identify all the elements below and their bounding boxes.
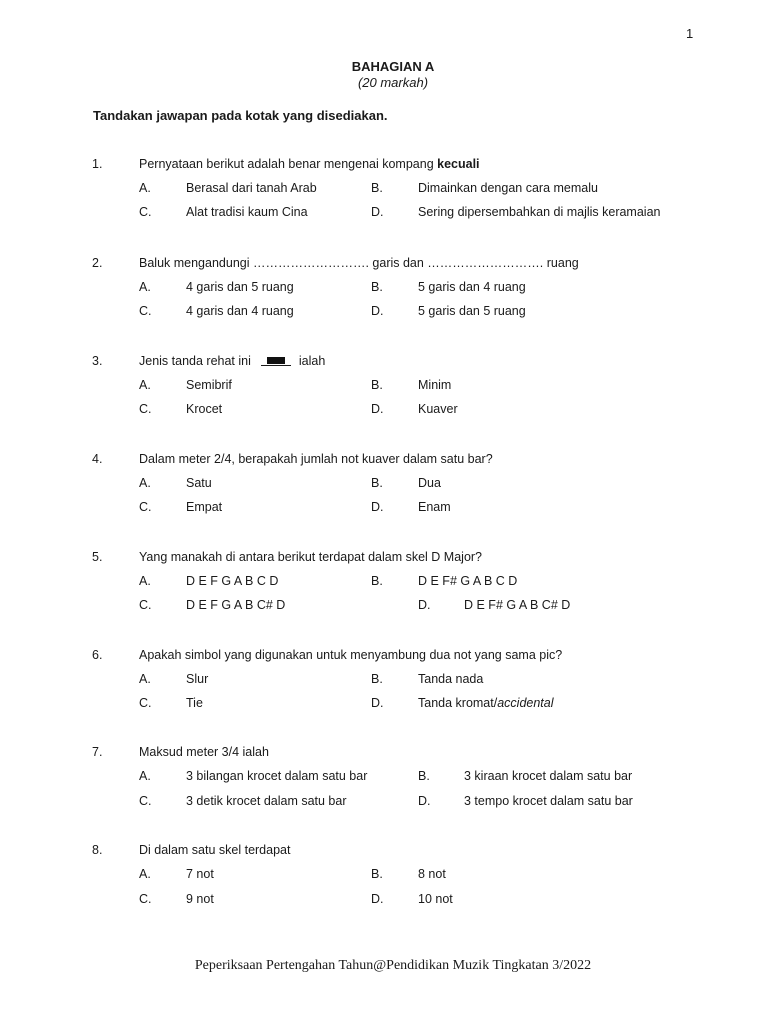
- question-stem: [139, 354, 325, 368]
- option-a-text: 7 not: [186, 867, 214, 881]
- question-stem: Maksud meter 3/4 ialah: [139, 745, 269, 759]
- question-3: [0, 354, 768, 424]
- option-b-text: 5 garis dan 4 ruang: [418, 280, 526, 294]
- marks-label: (20 markah): [357, 75, 429, 90]
- question-stem: [139, 157, 480, 171]
- option-c-letter: C.: [139, 205, 152, 219]
- option-d-text: 5 garis dan 5 ruang: [418, 304, 526, 318]
- option-a-letter: A.: [139, 574, 151, 588]
- question-stem: Baluk mengandungi ………………………. garis dan ………………………. ruang: [139, 256, 579, 270]
- option-c-letter: C.: [139, 304, 152, 318]
- option-a-letter: A.: [139, 280, 151, 294]
- option-c-letter: C.: [139, 892, 152, 906]
- option-d-letter: D.: [371, 402, 384, 416]
- option-d-text: D E F# G A B C# D: [464, 598, 571, 612]
- option-b-letter: B.: [371, 181, 383, 195]
- option-d-text-main: Tanda kromat/: [418, 696, 498, 710]
- option-b-letter: B.: [371, 672, 383, 686]
- option-a-text: Semibrif: [186, 378, 232, 392]
- question-number: 6.: [92, 648, 103, 662]
- option-b-text: Dua: [418, 476, 441, 490]
- option-c-text: D E F G A B C# D: [186, 598, 286, 612]
- option-d-text: 3 tempo krocet dalam satu bar: [464, 794, 633, 808]
- option-b-letter: B.: [371, 280, 383, 294]
- option-d-text: Sering dipersembahkan di majlis keramaian: [418, 205, 661, 219]
- question-number: 2.: [92, 256, 103, 270]
- option-b-text: Minim: [418, 378, 452, 392]
- stem-text-after: ialah: [298, 354, 326, 368]
- option-c-text: Alat tradisi kaum Cina: [186, 205, 308, 219]
- option-d-letter: D.: [418, 598, 431, 612]
- stem-emphasis: kecuali: [437, 157, 480, 171]
- option-d-letter: D.: [371, 696, 384, 710]
- option-a-letter: A.: [139, 672, 151, 686]
- question-5: [0, 550, 768, 620]
- option-b-text: 8 not: [418, 867, 446, 881]
- page-number: 1: [686, 26, 694, 41]
- question-stem: Apakah simbol yang digunakan untuk menyambung dua not yang sama pic?: [139, 648, 563, 662]
- question-number: 8.: [92, 843, 103, 857]
- option-c-letter: C.: [139, 402, 152, 416]
- option-d-text: Enam: [418, 500, 451, 514]
- semibreve-rest-icon: [261, 356, 291, 366]
- question-1: [0, 157, 768, 227]
- option-c-text: 9 not: [186, 892, 214, 906]
- option-a-text: 3 bilangan krocet dalam satu bar: [186, 769, 368, 783]
- option-b-text: Dimainkan dengan cara memalu: [418, 181, 598, 195]
- option-d-letter: D.: [371, 304, 384, 318]
- option-b-letter: B.: [371, 476, 383, 490]
- option-d-letter: D.: [418, 794, 431, 808]
- option-d-text: [418, 696, 554, 710]
- option-a-text: 4 garis dan 5 ruang: [186, 280, 294, 294]
- question-number: 1.: [92, 157, 103, 171]
- option-a-text: Satu: [186, 476, 212, 490]
- option-c-letter: C.: [139, 794, 152, 808]
- question-number: 7.: [92, 745, 103, 759]
- option-d-letter: D.: [371, 500, 384, 514]
- instruction: Tandakan jawapan pada kotak yang disediakan.: [93, 108, 388, 123]
- option-a-text: Berasal dari tanah Arab: [186, 181, 317, 195]
- option-c-letter: C.: [139, 696, 152, 710]
- question-number: 4.: [92, 452, 103, 466]
- option-c-letter: C.: [139, 500, 152, 514]
- option-a-letter: A.: [139, 769, 151, 783]
- option-d-text-italic: accidental: [497, 696, 554, 710]
- option-b-letter: B.: [418, 769, 430, 783]
- option-a-text: D E F G A B C D: [186, 574, 279, 588]
- option-c-text: 3 detik krocet dalam satu bar: [186, 794, 347, 808]
- option-c-text: Tie: [186, 696, 203, 710]
- option-b-text: 3 kiraan krocet dalam satu bar: [464, 769, 633, 783]
- option-c-text: Empat: [186, 500, 223, 514]
- option-a-text: Slur: [186, 672, 209, 686]
- option-b-text: Tanda nada: [418, 672, 484, 686]
- question-stem: Dalam meter 2/4, berapakah jumlah not kuaver dalam satu bar?: [139, 452, 493, 466]
- question-stem: Yang manakah di antara berikut terdapat dalam skel D Major?: [139, 550, 483, 564]
- stem-text: Pernyataan berikut adalah benar mengenai kompang: [139, 157, 438, 171]
- question-2: [0, 256, 768, 326]
- option-b-letter: B.: [371, 867, 383, 881]
- option-d-text: 10 not: [418, 892, 453, 906]
- option-c-letter: C.: [139, 598, 152, 612]
- option-c-text: Krocet: [186, 402, 223, 416]
- question-stem: Di dalam satu skel terdapat: [139, 843, 291, 857]
- option-b-letter: B.: [371, 574, 383, 588]
- option-d-letter: D.: [371, 205, 384, 219]
- question-6: [0, 648, 768, 718]
- option-a-letter: A.: [139, 181, 151, 195]
- question-4: [0, 452, 768, 522]
- option-d-text: Kuaver: [418, 402, 458, 416]
- option-a-letter: A.: [139, 476, 151, 490]
- stem-text: Jenis tanda rehat ini: [139, 354, 251, 368]
- option-a-letter: A.: [139, 867, 151, 881]
- option-b-text: D E F# G A B C D: [418, 574, 518, 588]
- section-title: BAHAGIAN A: [351, 59, 435, 74]
- option-a-letter: A.: [139, 378, 151, 392]
- option-d-letter: D.: [371, 892, 384, 906]
- question-number: 3.: [92, 354, 103, 368]
- question-number: 5.: [92, 550, 103, 564]
- option-c-text: 4 garis dan 4 ruang: [186, 304, 294, 318]
- question-7: [0, 745, 768, 815]
- question-8: [0, 843, 768, 913]
- page-footer: Peperiksaan Pertengahan Tahun@Pendidikan Muzik Tingkatan 3/2022: [194, 958, 592, 973]
- option-b-letter: B.: [371, 378, 383, 392]
